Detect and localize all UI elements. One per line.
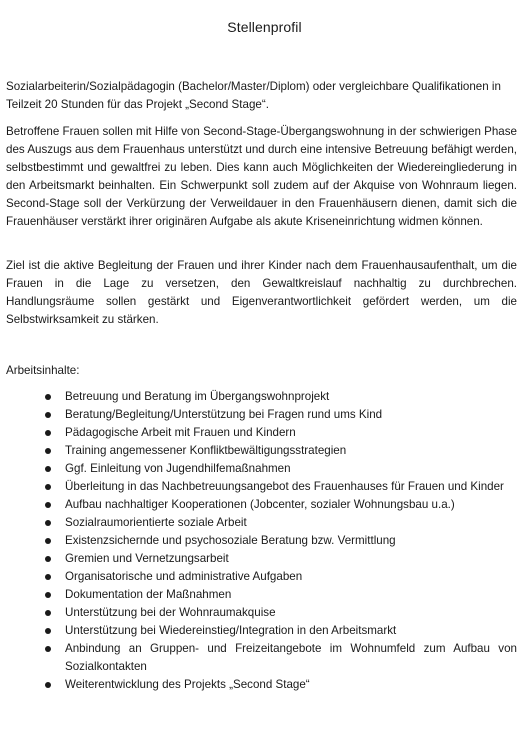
list-item — [0, 568, 517, 586]
list-item — [0, 442, 517, 460]
list-item-text: Pädagogische Arbeit mit Frauen und Kindern — [65, 426, 296, 439]
list-item — [0, 424, 517, 442]
list-item — [0, 550, 517, 568]
list-item — [0, 406, 517, 424]
bullet-icon — [45, 628, 51, 634]
list-item-text: Sozialraumorientierte soziale Arbeit — [65, 516, 247, 529]
list-item-text: Unterstützung bei Wiedereinstieg/Integration in den Arbeitsmarkt — [65, 624, 397, 637]
list-item — [0, 460, 517, 478]
bullet-icon — [45, 592, 51, 598]
list-item-text: Beratung/Begleitung/Unterstützung bei Fragen rund ums Kind — [65, 408, 383, 421]
bullet-icon — [45, 682, 51, 688]
list-item — [0, 388, 517, 406]
bullet-icon — [45, 610, 51, 616]
list-item-text: Organisatorische und administrative Aufgaben — [65, 570, 303, 583]
goal-paragraph: Ziel ist die aktive Begleitung der Frauen und ihrer Kinder nach dem Frauenhausaufenthalt, um die Frauen in die Lage zu versetzen, den Gewaltkreislauf nachhaltig zu durchbrechen. Handlungsräume sollen gestärkt und Eigenverantwortlichkeit gefördert werden, um die Selbstwirksamkeit zu stärken. — [6, 259, 517, 326]
list-item-text: Existenzsichernde und psychosoziale Beratung bzw. Vermittlung — [65, 534, 396, 547]
intro-paragraph: Sozialarbeiterin/Sozialpädagogin (Bachelor/Master/Diplom) oder vergleichbare Qualifikationen in Teilzeit 20 Stunden für das Projekt „Second Stage“. — [6, 80, 501, 111]
bullet-icon — [45, 556, 51, 562]
list-item-text: Training angemessener Konfliktbewältigungsstrategien — [65, 444, 347, 457]
bullet-icon — [45, 412, 51, 418]
bullet-icon — [45, 394, 51, 400]
list-item-text: Weiterentwicklung des Projekts „Second Stage“ — [65, 678, 310, 691]
bullet-icon — [45, 430, 51, 436]
bullet-icon — [45, 502, 51, 508]
bullet-icon — [45, 574, 51, 580]
list-item — [0, 496, 517, 514]
bullet-icon — [45, 538, 51, 544]
bullet-icon — [45, 448, 51, 454]
list-item-text: Gremien und Vernetzungsarbeit — [65, 552, 229, 565]
bullet-icon — [45, 646, 51, 652]
list-item — [0, 532, 517, 550]
list-item — [0, 640, 517, 676]
tasks-heading: Arbeitsinhalte: — [6, 364, 80, 377]
list-item-text: Anbindung an Gruppen- und Freizeitangebote im Wohnumfeld zum Aufbau von Sozialkontakten — [65, 642, 517, 673]
list-item — [0, 622, 517, 640]
list-item-text: Betreuung und Beratung im Übergangswohnprojekt — [65, 390, 330, 403]
description-paragraph: Betroffene Frauen sollen mit Hilfe von Second-Stage-Übergangswohnung in der schwierigen Phase des Auszugs aus dem Frauenhaus unterstützt und durch eine intensive Betreuung befähigt werden, selbstbestimmt und gewaltfrei zu leben. Dies kann auch Möglichkeiten der Wiedereingliederung in den Arbeitsmarkt beinhalten. Ein Schwerpunkt soll zudem auf der Akquise von Wohnraum liegen. Second-Stage soll der Verkürzung der Verweildauer in den Frauenhäusern dienen, damit sich die Frauenhäuser verstärkt ihrer originären Aufgabe als akute Kriseneinrichtung widmen können. — [6, 125, 517, 228]
list-item-text: Unterstützung bei der Wohnraumakquise — [65, 606, 276, 619]
document-title: Stellenprofil — [227, 19, 302, 35]
list-item — [0, 604, 517, 622]
list-item — [0, 676, 517, 694]
list-item-text: Ggf. Einleitung von Jugendhilfemaßnahmen — [65, 462, 291, 475]
tasks-list — [0, 388, 517, 694]
bullet-icon — [45, 484, 51, 490]
bullet-icon — [45, 520, 51, 526]
list-item — [0, 478, 517, 496]
bullet-icon — [45, 466, 51, 472]
list-item-text: Überleitung in das Nachbetreuungsangebot des Frauenhauses für Frauen und Kinder — [65, 480, 504, 493]
list-item-text: Aufbau nachhaltiger Kooperationen (Jobcenter, sozialer Wohnungsbau u.a.) — [65, 498, 455, 511]
list-item — [0, 586, 517, 604]
list-item-text: Dokumentation der Maßnahmen — [65, 588, 232, 601]
list-item — [0, 514, 517, 532]
